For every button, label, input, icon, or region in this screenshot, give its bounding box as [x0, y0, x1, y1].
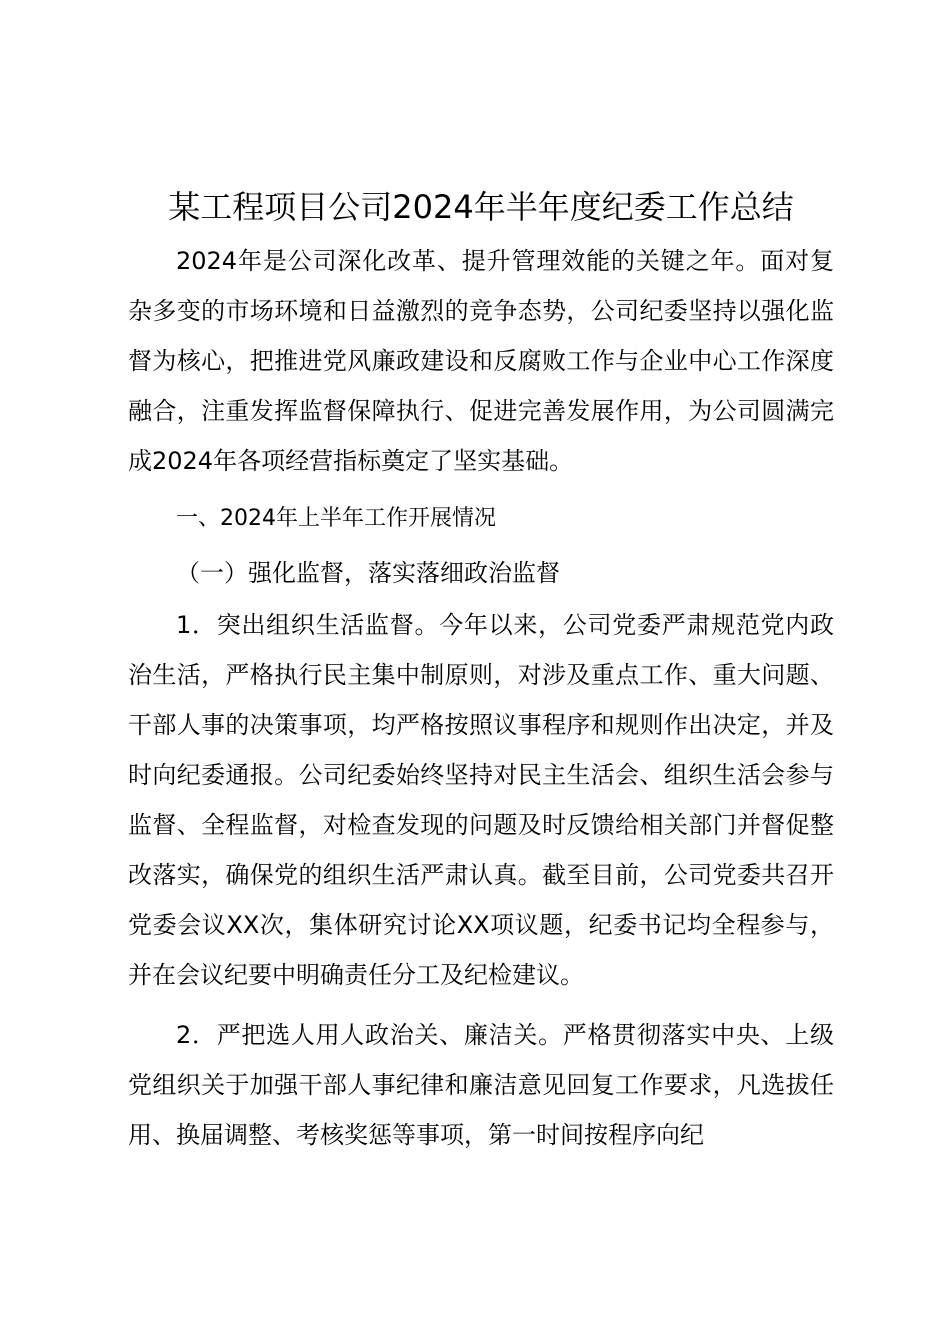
subsection-heading: （一）强化监督，落实落细政治监督 [176, 559, 560, 587]
document-page [128, 182, 834, 1160]
item-1-paragraph: 1．突出组织生活监督。今年以来，公司党委严肃规范党内政治生活，严格执行民主集中制原则，对涉及重点工作、重大问题、干部人事的决策事项，均严格按照议事程序和规则作出决定，并及时向纪委通报。公司纪委始终坚持对民主生活会、组织生活会参与监督、全程监督，对检查发现的问题及时反馈给相关部门并督促整改落实，确保党的组织生活严肃认真。截至目前，公司党委共召开党委会议XX次，集体研究讨论XX项议题，纪委书记均全程参与，并在会议纪要中明确责任分工及纪检建议。 [128, 611, 834, 989]
intro-paragraph: 2024年是公司深化改革、提升管理效能的关键之年。面对复杂多变的市场环境和日益激烈的竞争态势，公司纪委坚持以强化监督为核心，把推进党风廉政建设和反腐败工作与企业中心工作深度融合，注重发挥监督保障执行、促进完善发展作用，为公司圆满完成2024年各项经营指标奠定了坚实基础。 [128, 247, 834, 475]
item-2-paragraph: 2．严把选人用人政治关、廉洁关。严格贯彻落实中央、上级党组织关于加强干部人事纪律和廉洁意见回复工作要求，凡选拔任用、换届调整、考核奖惩等事项，第一时间按程序向纪 [128, 1021, 834, 1149]
section-heading: 一、2024年上半年工作开展情况 [176, 506, 496, 531]
document-title: 某工程项目公司2024年半年度纪委工作总结 [168, 188, 794, 226]
